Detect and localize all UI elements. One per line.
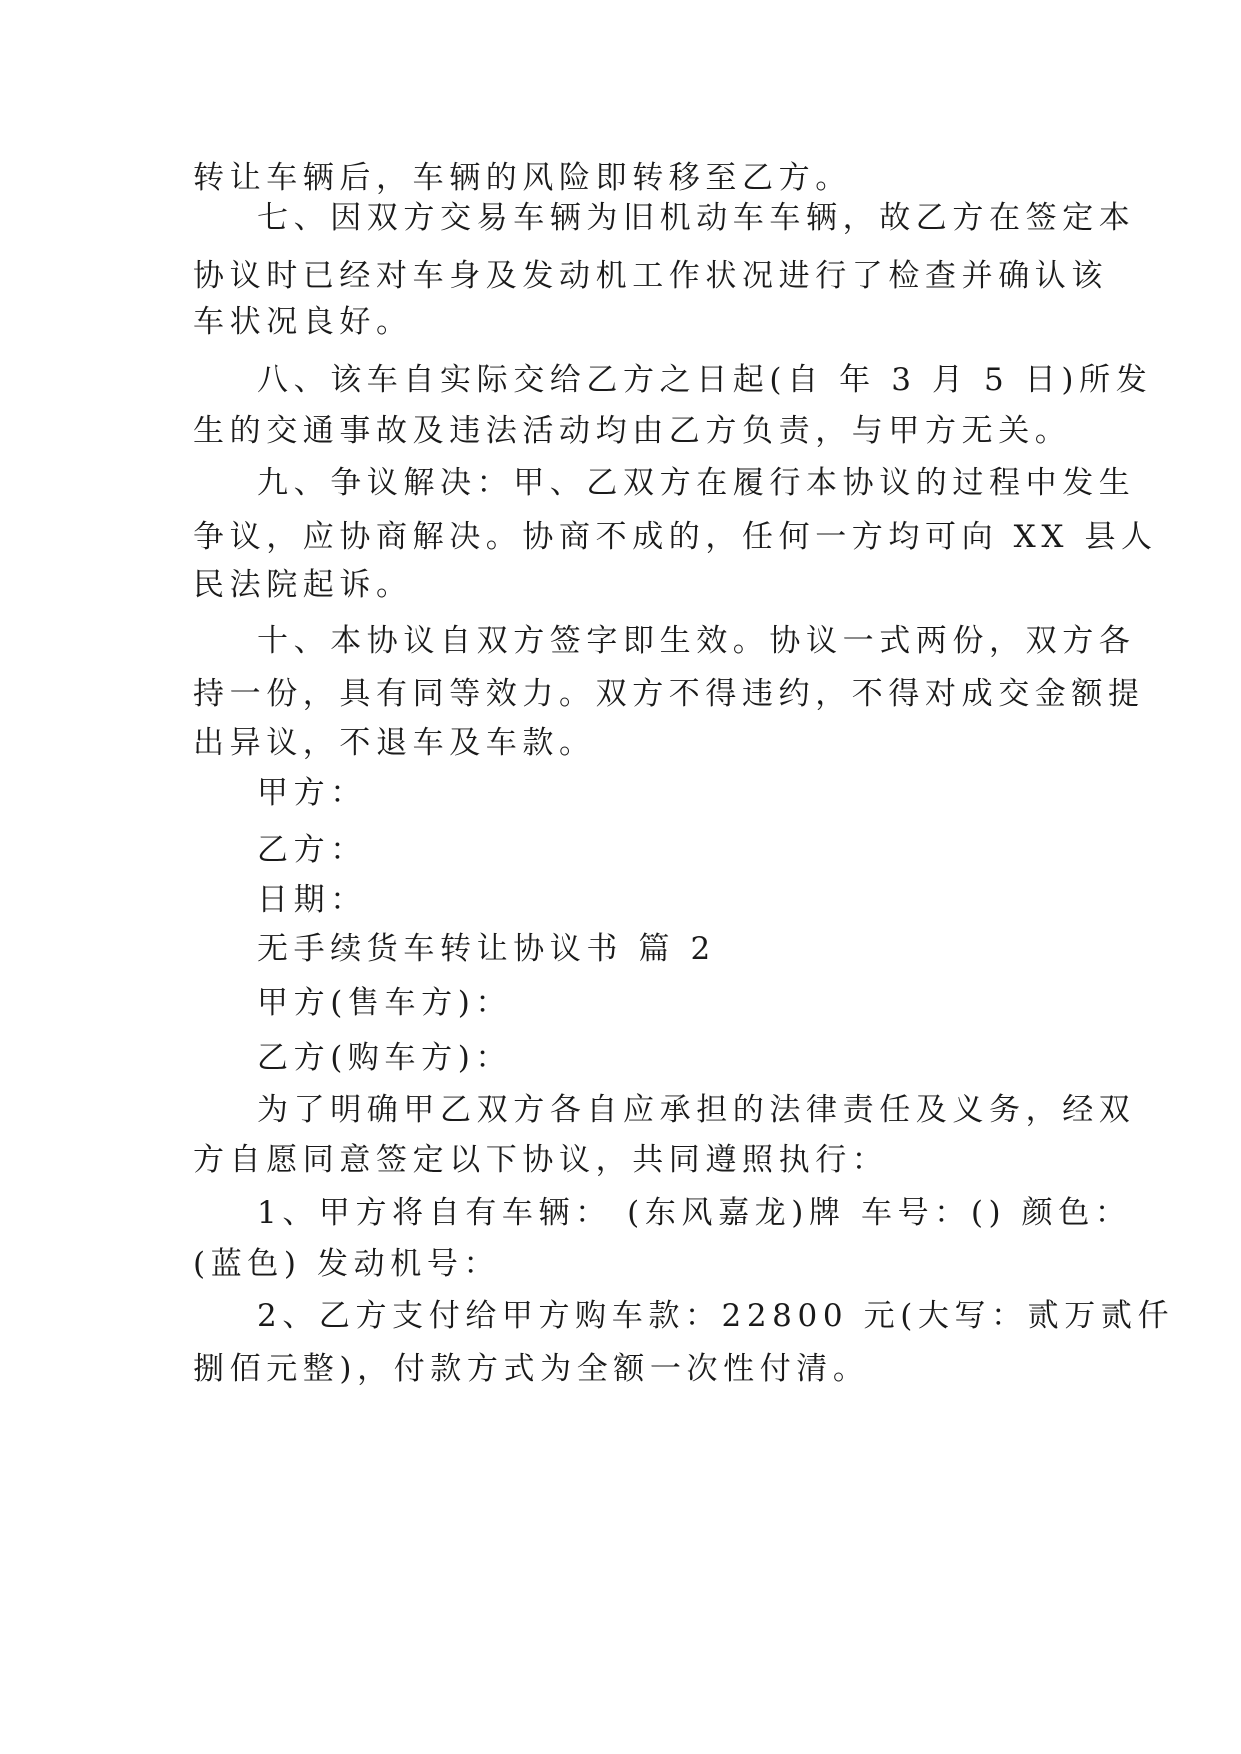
paragraph-line: 争议，应协商解决。协商不成的，任何一方均可向 XX 县人 bbox=[193, 519, 1158, 555]
party-a-signature-label: 甲方： bbox=[257, 775, 367, 811]
paragraph-line: 生的交通事故及违法活动均由乙方负责，与甲方无关。 bbox=[193, 413, 1072, 449]
item-2-line: 2、乙方支付给甲方购车款：22800 元(大写：贰万贰仟 bbox=[257, 1298, 1175, 1334]
clause-9-heading-line: 九、争议解决：甲、乙双方在履行本协议的过程中发生 bbox=[257, 465, 1136, 501]
clause-10-heading-line: 十、本协议自双方签字即生效。协议一式两份，双方各 bbox=[257, 623, 1136, 659]
clause-8-heading-line: 八、该车自实际交给乙方之日起(自 年 3 月 5 日)所发 bbox=[257, 362, 1153, 398]
paragraph-line: 方自愿同意签定以下协议，共同遵照执行： bbox=[193, 1142, 889, 1178]
paragraph-line: 捌佰元整)，付款方式为全额一次性付清。 bbox=[193, 1351, 870, 1387]
item-1-line: 1、甲方将自有车辆： (东风嘉龙)牌 车号：() 颜色： bbox=[257, 1195, 1132, 1231]
intro-paragraph-line: 为了明确甲乙双方各自应承担的法律责任及义务，经双 bbox=[257, 1092, 1136, 1128]
section-title: 无手续货车转让协议书 篇 2 bbox=[257, 931, 716, 967]
date-label: 日期： bbox=[257, 882, 367, 918]
paragraph-line: 民法院起诉。 bbox=[193, 567, 413, 603]
seller-party-label: 甲方(售车方)： bbox=[257, 985, 512, 1021]
party-b-signature-label: 乙方： bbox=[257, 832, 367, 868]
clause-7-heading-line: 七、因双方交易车辆为旧机动车车辆，故乙方在签定本 bbox=[257, 200, 1136, 236]
paragraph-line: 出异议，不退车及车款。 bbox=[193, 725, 596, 761]
paragraph-line: 转让车辆后，车辆的风险即转移至乙方。 bbox=[193, 160, 852, 196]
buyer-party-label: 乙方(购车方)： bbox=[257, 1040, 512, 1076]
paragraph-line: 协议时已经对车身及发动机工作状况进行了检查并确认该 bbox=[193, 258, 1108, 294]
paragraph-line: 持一份，具有同等效力。双方不得违约，不得对成交金额提 bbox=[193, 676, 1145, 712]
paragraph-line: (蓝色) 发动机号： bbox=[193, 1246, 501, 1282]
paragraph-line: 车状况良好。 bbox=[193, 304, 413, 340]
